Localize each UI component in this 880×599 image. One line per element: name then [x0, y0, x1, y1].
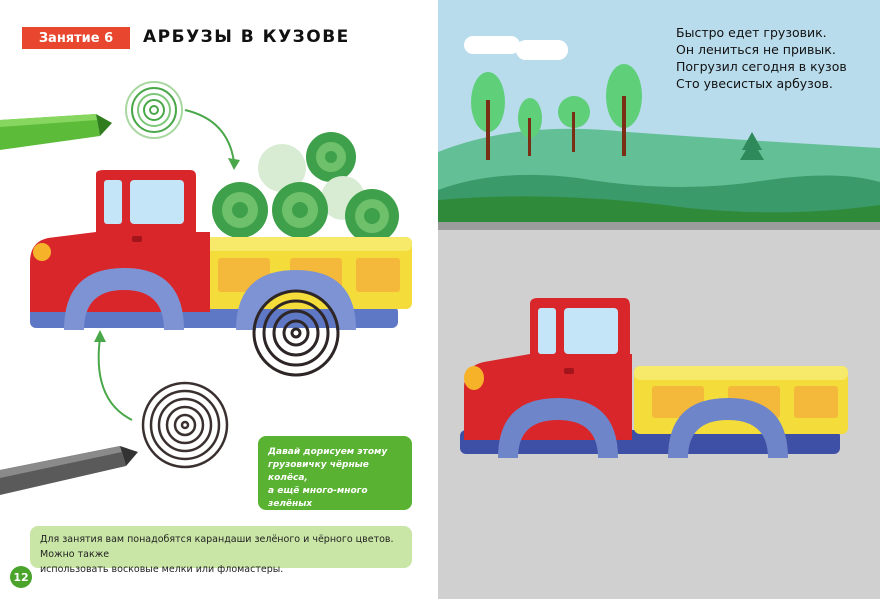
- materials-note: [30, 526, 412, 575]
- lesson-tag-label: Занятие 6: [38, 30, 114, 46]
- black-crayon-icon: [0, 446, 138, 495]
- arrow-to-bed: [185, 110, 234, 162]
- lesson-title: АРБУЗЫ В КУЗОВЕ: [143, 27, 350, 47]
- poem: [676, 24, 876, 92]
- tip-line: грузовичку чёрные колёса,: [268, 460, 369, 483]
- note-line: Для занятия вам понадобятся карандаши зелёного и чёрного цветов. Можно также: [40, 534, 394, 560]
- tip-box: [258, 436, 412, 522]
- poem-line: Он лениться не привык.: [676, 42, 836, 57]
- watermelons: [212, 132, 399, 243]
- note-line: использовать восковые мелки или фломастеры.: [40, 564, 284, 575]
- green-scribble-sample: [126, 82, 182, 138]
- right-page: [438, 0, 880, 599]
- tip-line: а ещё много-много зелёных: [268, 486, 368, 509]
- tip-line: арбузов в кузове.: [268, 512, 361, 522]
- green-crayon-icon: [0, 114, 112, 150]
- tip-line: Давай дорисуем этому: [268, 447, 388, 457]
- black-scribble-sample: [143, 383, 227, 467]
- arrow-to-wheel: [99, 338, 132, 420]
- truck-left: [30, 132, 412, 375]
- page-number: 12: [10, 566, 32, 588]
- left-page: [0, 0, 438, 599]
- poem-line: Сто увесистых арбузов.: [676, 76, 833, 91]
- poem-line: Погрузил сегодня в кузов: [676, 59, 847, 74]
- poem-line: Быстро едет грузовик.: [676, 25, 827, 40]
